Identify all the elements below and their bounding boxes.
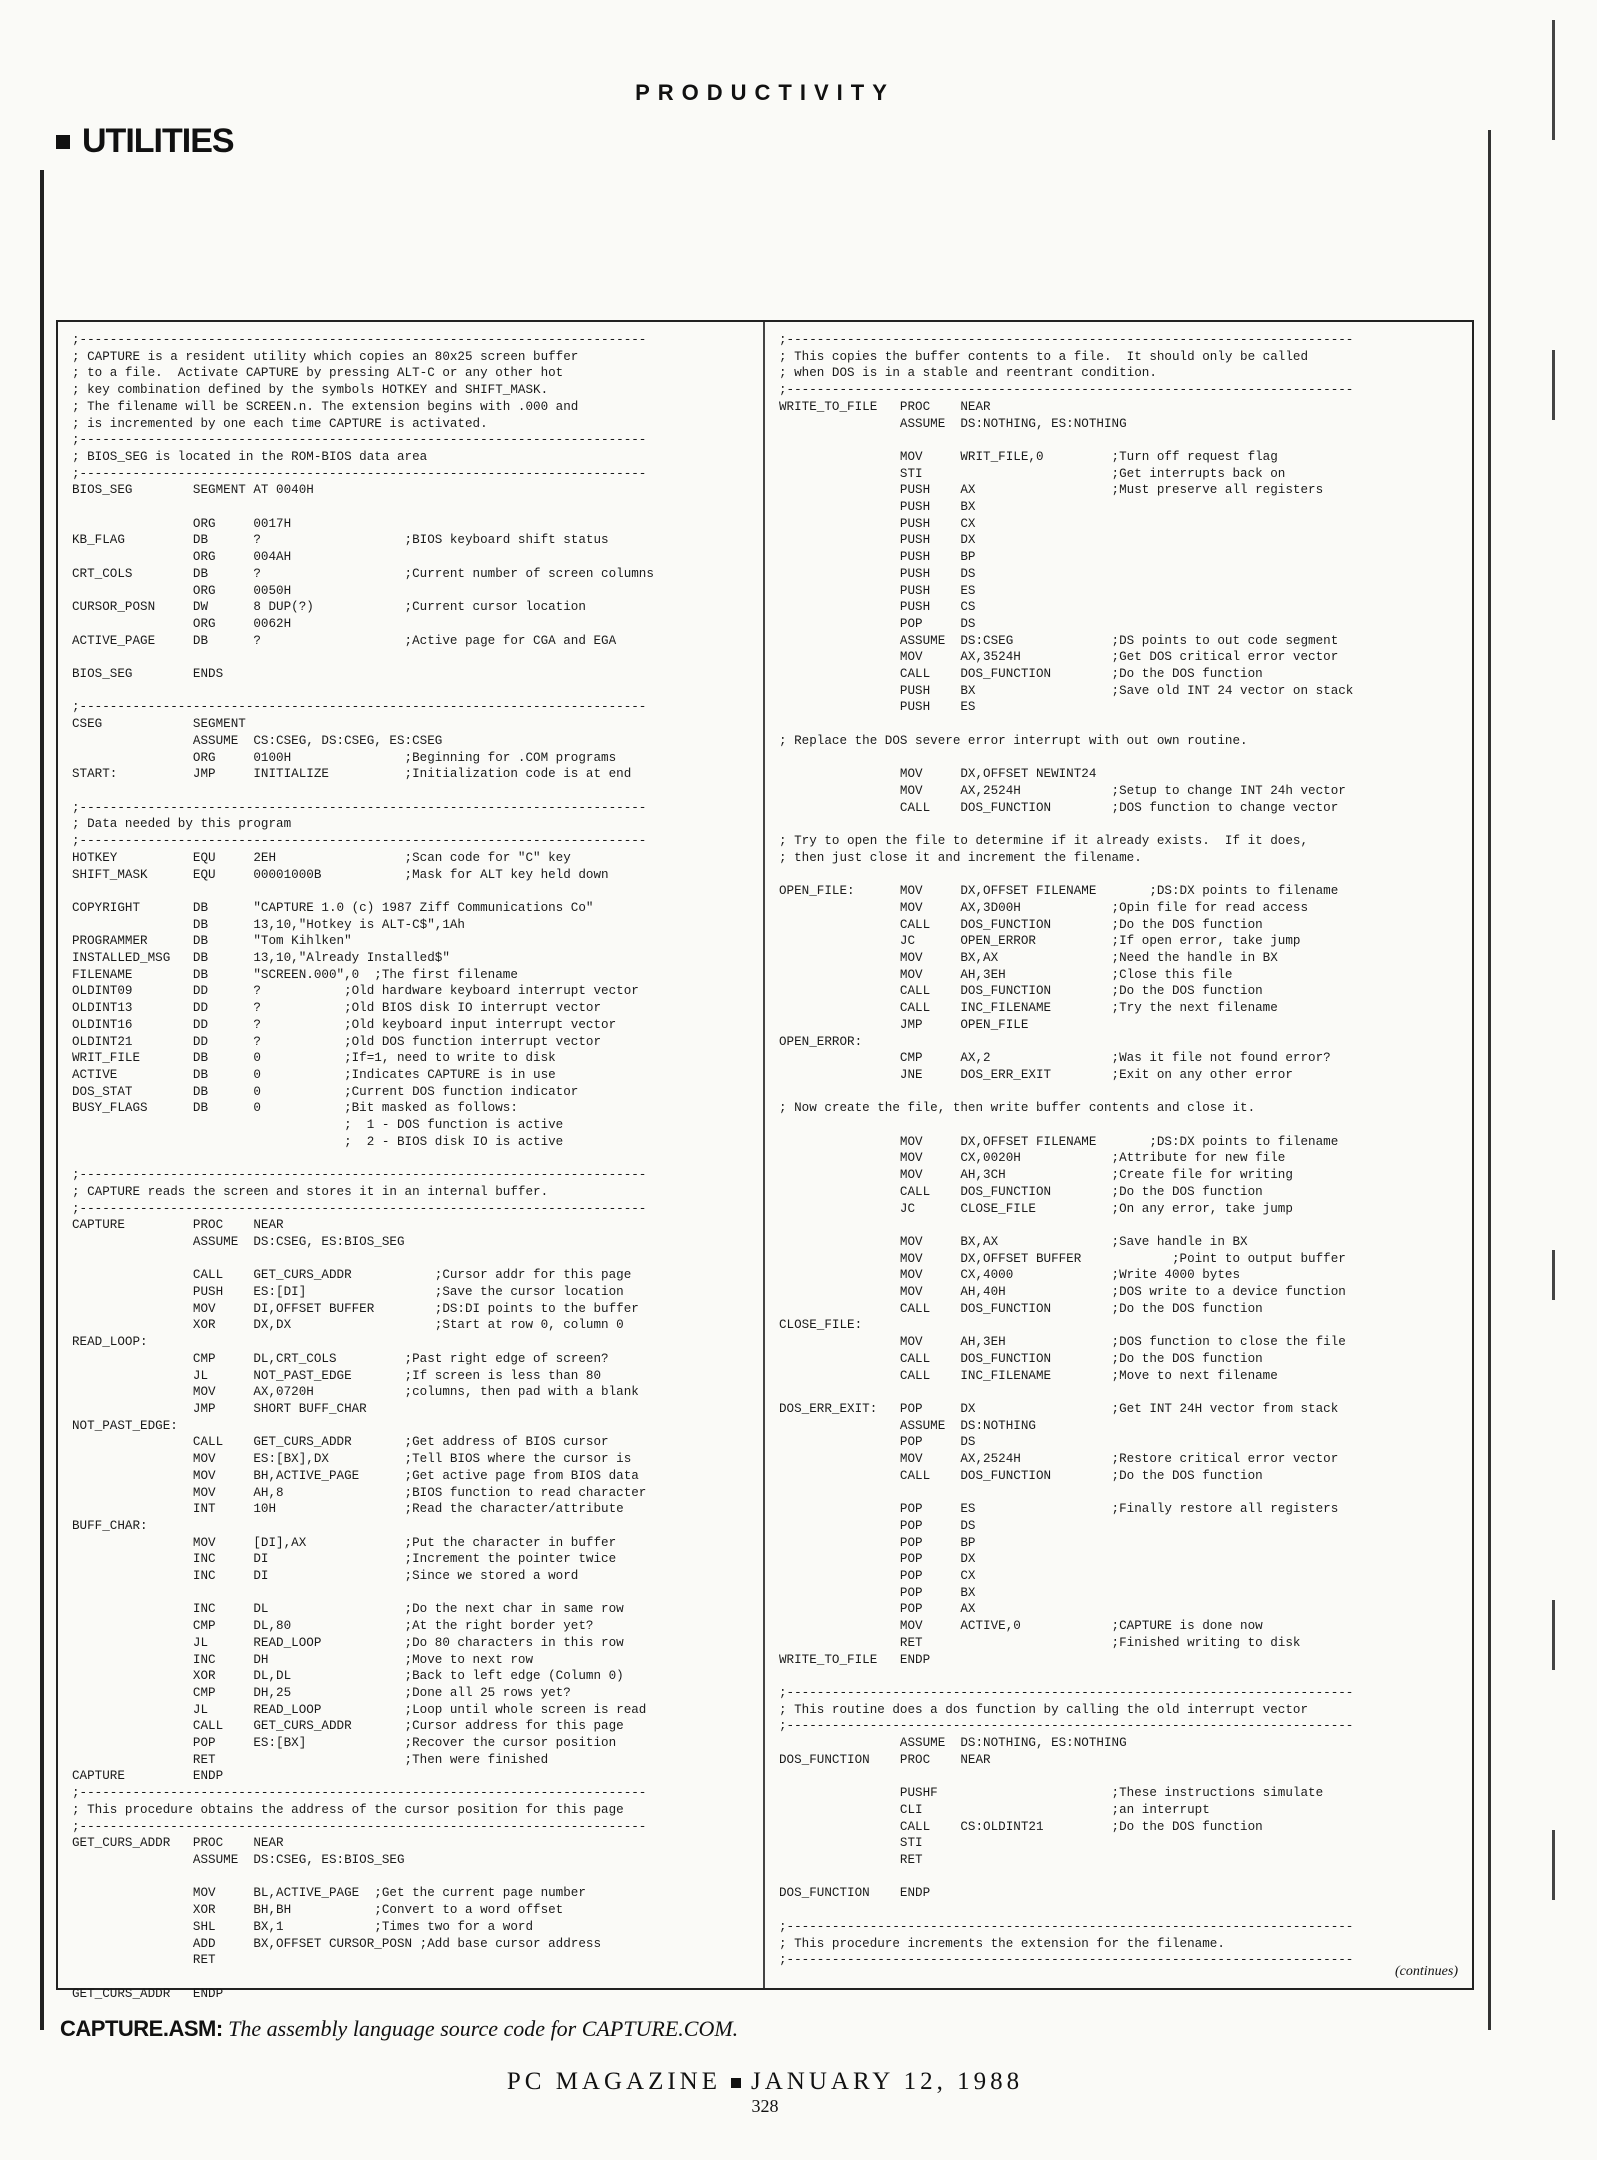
code-column-left <box>58 322 765 2001</box>
caption-label: CAPTURE.ASM: <box>60 2016 223 2041</box>
scan-edge-mark <box>1552 1830 1555 1900</box>
code-block-left: ;--------------------------------------------------------------------------- ; CAPTURE is a resident utility which copies an 80x25 screen buffer ; to a file. Activate CAPTURE by pressing ALT-C or any other hot ; key combination defined by the symbols HOTKEY and SHIFT_MASK. ; The filename will be SCREEN.n. The extension begins with .000 and ; is incremented by one each time CAPTURE is activated. ;--------------------------------------------------------------------------- ; BIOS_SEG is located in the ROM-BIOS data area ;--------------------------------------------------------------------------- BIOS_SEG SEGMENT AT 0040H ORG 0017H KB_FLAG DB ? ;BIOS keyboard shift status ORG 004AH CRT_COLS DB ? ;Current number of screen columns ORG 0050H CURSOR_POSN DW 8 DUP(?) ;Current cursor location ORG 0062H ACTIVE_PAGE DB ? ;Active page for CGA and EGA BIOS_SEG ENDS ;--------------------------------------------------------------------------- CSEG SEGMENT ASSUME CS:CSEG, DS:CSEG, ES:CSEG ORG 0100H ;Beginning for .COM programs START: JMP INITIALIZE ;Initialization code is at end ;--------------------------------------------------------------------------- ; Data needed by this program ;--------------------------------------------------------------------------- HOTKEY EQU 2EH ;Scan code for "C" key SHIFT_MASK EQU 00001000B ;Mask for ALT key held down COPYRIGHT DB "CAPTURE 1.0 (c) 1987 Ziff Communications Co" DB 13,10,"Hotkey is ALT-C$",1Ah PROGRAMMER DB "Tom Kihlken" INSTALLED_MSG DB 13,10,"Already Installed$" FILENAME DB "SCREEN.000",0 ;The first filename OLDINT09 DD ? ;Old hardware keyboard interrupt vector OLDINT13 DD ? ;Old BIOS disk IO interrupt vector OLDINT16 DD ? ;Old keyboard input interrupt vector OLDINT21 DD ? ;Old DOS function interrupt vector WRIT_FILE DB 0 ;If=1, need to write to disk ACTIVE DB 0 ;Indicates CAPTURE is in use DOS_STAT DB 0 ;Current DOS function indicator BUSY_FLAGS DB 0 ;Bit masked as follows: ; 1 - DOS function is active ; 2 - BIOS disk IO is active ;--------------------------------------------------------------------------- ; CAPTURE reads the screen and stores it in an internal buffer. ;--------------------------------------------------------------------------- CAPTURE PROC NEAR ASSUME DS:CSEG, ES:BIOS_SEG CALL GET_CURS_ADDR ;Cursor addr for this page PUSH ES:[DI] ;Save the cursor location MOV DI,OFFSET BUFFER ;DS:DI points to the buffer XOR DX,DX ;Start at row 0, column 0 READ_LOOP: CMP DL,CRT_COLS ;Past right edge of screen? JL NOT_PAST_EDGE ;If screen is less than 80 MOV AX,0720H ;columns, then pad with a blank JMP SHORT BUFF_CHAR NOT_PAST_EDGE: CALL GET_CURS_ADDR ;Get address of BIOS cursor MOV ES:[BX],DX ;Tell BIOS where the cursor is MOV BH,ACTIVE_PAGE ;Get active page from BIOS data MOV AH,8 ;BIOS function to read character INT 10H ;Read the character/attribute BUFF_CHAR: MOV [DI],AX ;Put the character in buffer INC DI ;Increment the pointer twice INC DI ;Since we stored a word INC DL ;Do the next char in same row CMP DL,80 ;At the right border yet? JL READ_LOOP ;Do 80 characters in this row INC DH ;Move to next row XOR DL,DL ;Back to left edge (Column 0) CMP DH,25 ;Done all 25 rows yet? JL READ_LOOP ;Loop until whole screen is read CALL GET_CURS_ADDR ;Cursor address for this page POP ES:[BX] ;Recover the cursor position RET ;Then were finished CAPTURE ENDP ;--------------------------------------------------------------------------- ; This procedure obtains the address of the cursor position for this page ;--------------------------------------------------------------------------- GET_CURS_ADDR PROC NEAR ASSUME DS:CSEG, ES:BIOS_SEG MOV BL,ACTIVE_PAGE ;Get the current page number XOR BH,BH ;Convert to a word offset SHL BX,1 ;Times two for a word ADD BX,OFFSET CURSOR_POSN ;Add base cursor address RET GET_CURS_ADDR ENDP <box>72 333 654 2001</box>
code-listing-box <box>56 320 1474 2001</box>
scan-edge-mark <box>1552 350 1555 420</box>
page-footer <box>0 2068 1530 2096</box>
figure-caption <box>60 2016 738 2042</box>
caption-text: The assembly language source code for CAPTURE.COM. <box>228 2016 739 2041</box>
code-column-right <box>765 322 1472 1988</box>
code-block-right: ;--------------------------------------------------------------------------- ; This copies the buffer contents to a file. It should only be called ; when DOS is in a stable and reentrant condition. ;--------------------------------------------------------------------------- WRITE_TO_FILE PROC NEAR ASSUME DS:NOTHING, ES:NOTHING MOV WRIT_FILE,0 ;Turn off request flag STI ;Get interrupts back on PUSH AX ;Must preserve all registers PUSH BX PUSH CX PUSH DX PUSH BP PUSH DS PUSH ES PUSH CS POP DS ASSUME DS:CSEG ;DS points to out code segment MOV AX,3524H ;Get DOS critical error vector CALL DOS_FUNCTION ;Do the DOS function PUSH BX ;Save old INT 24 vector on stack PUSH ES ; Replace the DOS severe error interrupt with out own routine. MOV DX,OFFSET NEWINT24 MOV AX,2524H ;Setup to change INT 24h vector CALL DOS_FUNCTION ;DOS function to change vector ; Try to open the file to determine if it already exists. If it does, ; then just close it and increment the filename. OPEN_FILE: MOV DX,OFFSET FILENAME ;DS:DX points to filename MOV AX,3D00H ;Opin file for read access CALL DOS_FUNCTION ;Do the DOS function JC OPEN_ERROR ;If open error, take jump MOV BX,AX ;Need the handle in BX MOV AH,3EH ;Close this file CALL DOS_FUNCTION ;Do the DOS function CALL INC_FILENAME ;Try the next filename JMP OPEN_FILE OPEN_ERROR: CMP AX,2 ;Was it file not found error? JNE DOS_ERR_EXIT ;Exit on any other error ; Now create the file, then write buffer contents and close it. MOV DX,OFFSET FILENAME ;DS:DX points to filename MOV CX,0020H ;Attribute for new file MOV AH,3CH ;Create file for writing CALL DOS_FUNCTION ;Do the DOS function JC CLOSE_FILE ;On any error, take jump MOV BX,AX ;Save handle in BX MOV DX,OFFSET BUFFER ;Point to output buffer MOV CX,4000 ;Write 4000 bytes MOV AH,40H ;DOS write to a device function CALL DOS_FUNCTION ;Do the DOS function CLOSE_FILE: MOV AH,3EH ;DOS function to close the file CALL DOS_FUNCTION ;Do the DOS function CALL INC_FILENAME ;Move to next filename DOS_ERR_EXIT: POP DX ;Get INT 24H vector from stack ASSUME DS:NOTHING POP DS MOV AX,2524H ;Restore critical error vector CALL DOS_FUNCTION ;Do the DOS function POP ES ;Finally restore all registers POP DS POP BP POP DX POP CX POP BX POP AX MOV ACTIVE,0 ;CAPTURE is done now RET ;Finished writing to disk WRITE_TO_FILE ENDP ;--------------------------------------------------------------------------- ; This routine does a dos function by calling the old interrupt vector ;--------------------------------------------------------------------------- ASSUME DS:NOTHING, ES:NOTHING DOS_FUNCTION PROC NEAR PUSHF ;These instructions simulate CLI ;an interrupt CALL CS:OLDINT21 ;Do the DOS function STI RET DOS_FUNCTION ENDP ;--------------------------------------------------------------------------- ; This procedure increments the extension for the filename. ;--------------------------------------------------------------------------- <box>779 333 1354 1968</box>
section-title: UTILITIES <box>82 122 234 160</box>
scan-edge-mark <box>1552 1600 1555 1670</box>
footer-square-icon <box>731 2078 741 2088</box>
bullet-square-icon <box>56 135 70 149</box>
scan-edge-mark <box>1552 1250 1555 1300</box>
issue-date: JANUARY 12, 1988 <box>751 2068 1024 2095</box>
right-margin-rule <box>1488 130 1491 2030</box>
magazine-name: PC MAGAZINE <box>506 2068 722 2095</box>
section-kicker: PRODUCTIVITY <box>635 80 895 105</box>
left-margin-rule <box>40 170 44 2030</box>
continues-note: (continues) <box>1395 1964 1458 1979</box>
page-number: 328 <box>751 2096 779 2116</box>
section-heading <box>56 122 234 161</box>
scan-edge-mark <box>1552 20 1555 140</box>
